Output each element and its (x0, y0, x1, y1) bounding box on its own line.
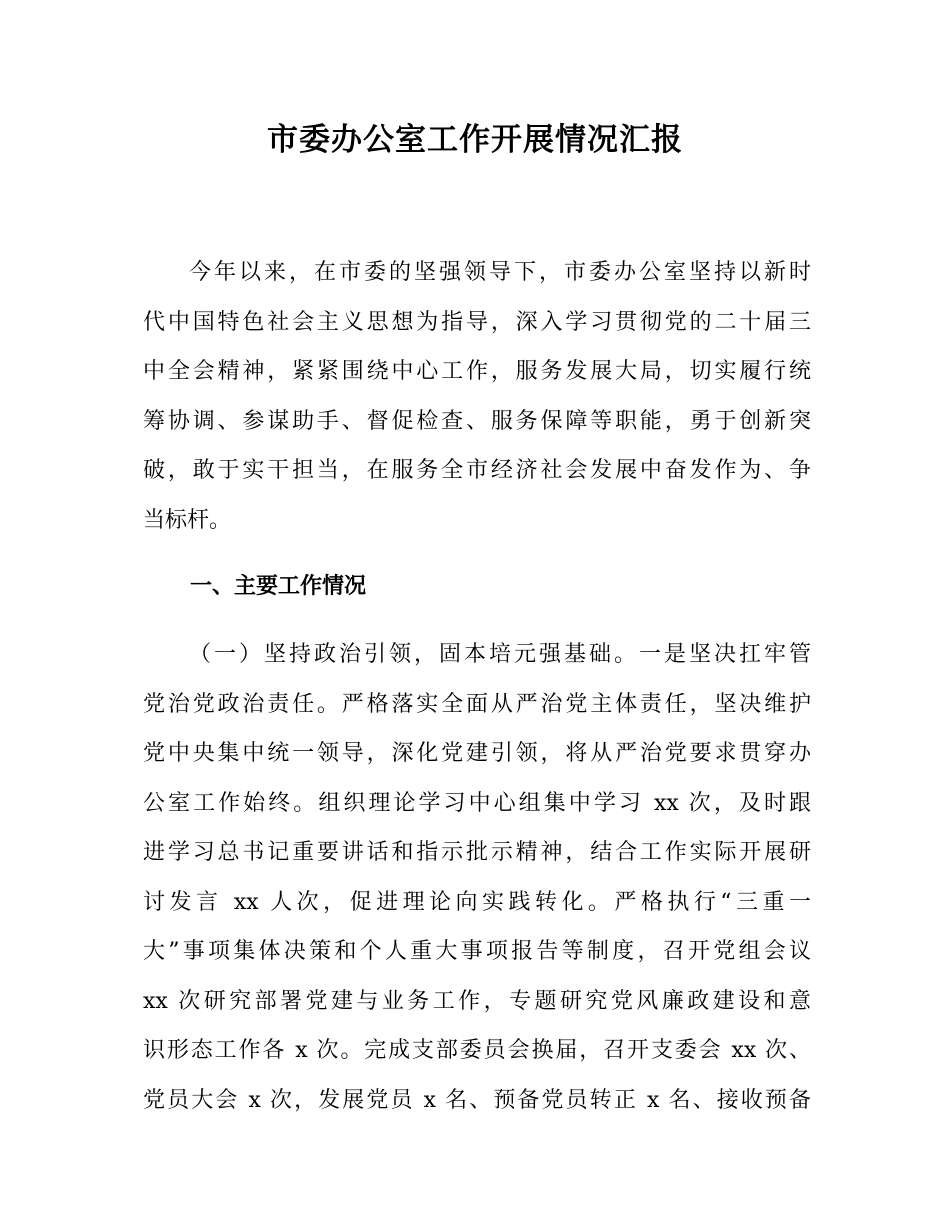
paragraph-line: xx 次研究部署党建与业务工作，专题研究党风廉政建设和意 (143, 988, 811, 1014)
paragraph-line: 识形态工作各 x 次。完成支部委员会换届，召开支委会 xx 次、 (143, 1038, 811, 1063)
paragraph-line: 代中国特色社会主义思想为指导，深入学习贯彻党的二十届三 (143, 309, 811, 335)
paragraph-line: 破，敢于实干担当，在服务全市经济社会发展中奋发作为、争 (143, 458, 811, 483)
paragraph-line: （一）坚持政治引领，固本培元强基础。一是坚决扛牢管 (189, 642, 811, 667)
paragraph-line: 中全会精神，紧紧围绕中心工作，服务发展大局，切实履行统 (143, 359, 811, 384)
document-title: 市委办公室工作开展情况汇报 (267, 122, 683, 158)
section-heading: 一、主要工作情况 (190, 574, 367, 599)
paragraph-line: 党治党政治责任。严格落实全面从严治党主体责任，坚决维护 (143, 691, 811, 717)
paragraph-line: 党员大会 x 次，发展党员 x 名、预备党员转正 x 名、接收预备 (143, 1087, 811, 1113)
paragraph-line: 筹协调、参谋助手、督促检查、服务保障等职能，勇于创新突 (143, 408, 811, 434)
paragraph-line: 大”事项集体决策和个人重大事项报告等制度，召开党组会议 (143, 939, 811, 964)
paragraph-line: 讨发言 xx 人次，促进理论向实践转化。严格执行“三重一 (143, 889, 811, 915)
paragraph-line: 党中央集中统一领导，深化党建引领，将从严治党要求贯穿办 (143, 741, 811, 766)
section1-paragraph (143, 630, 811, 1125)
paragraph-line: 当标杆。 (143, 507, 232, 533)
intro-paragraph (143, 248, 811, 545)
paragraph-line: 今年以来，在市委的坚强领导下，市委办公室坚持以新时 (189, 260, 811, 285)
paragraph-line: 公室工作始终。组织理论学习中心组集中学习 xx 次，及时跟 (143, 790, 811, 816)
paragraph-line: 进学习总书记重要讲话和指示批示精神，结合工作实际开展研 (143, 840, 811, 865)
